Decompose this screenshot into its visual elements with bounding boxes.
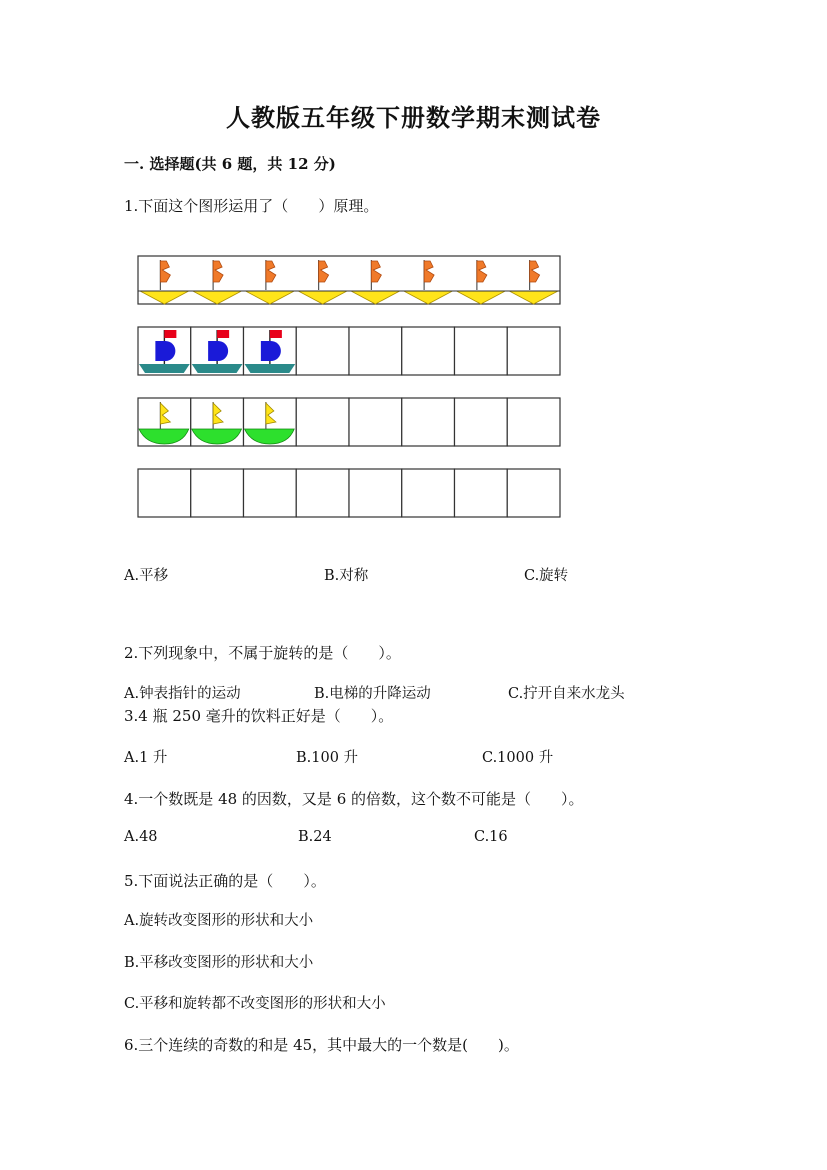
grid-cell	[244, 398, 297, 446]
q1-option-b[interactable]: B.对称	[324, 568, 369, 584]
cell-border	[455, 398, 508, 446]
cell-border	[244, 469, 297, 517]
cell-border	[507, 327, 560, 375]
grid-cell	[138, 469, 191, 517]
q5-option-a[interactable]: A.旋转改变图形的形状和大小	[124, 913, 314, 929]
grid-cell	[402, 327, 455, 375]
q3-option-a[interactable]: A.1 升	[124, 750, 168, 766]
blue-sail	[208, 341, 228, 361]
question-6: 6.三个连续的奇数的和是 45，其中最大的一个数是( )。	[124, 1036, 519, 1054]
grid-cell	[507, 469, 560, 517]
grid-cell	[402, 398, 455, 446]
q3-option-c[interactable]: C.1000 升	[482, 750, 554, 766]
grid-cell	[455, 469, 508, 517]
question-4: 4.一个数既是 48 的因数，又是 6 的倍数，这个数不可能是（ ）。	[124, 790, 584, 808]
question-1: 1.下面这个图形运用了（ ）原理。	[124, 197, 379, 215]
grid-cell	[191, 398, 244, 446]
grid-cell	[296, 398, 349, 446]
question-5: 5.下面说法正确的是（ ）。	[124, 872, 326, 890]
page-title: 人教版五年级下册数学期末测试卷	[226, 103, 601, 132]
cell-border	[296, 398, 349, 446]
q1-option-a[interactable]: A.平移	[124, 568, 169, 584]
red-flag	[164, 330, 176, 338]
blue-sail	[261, 341, 281, 361]
cell-border	[349, 398, 402, 446]
grid-cell	[349, 327, 402, 375]
q2-option-c[interactable]: C.拧开自来水龙头	[508, 686, 625, 702]
boat-hull	[192, 364, 243, 373]
red-flag	[217, 330, 229, 338]
grid-cell	[138, 398, 191, 446]
cell-border	[455, 327, 508, 375]
grid-cell	[402, 469, 455, 517]
cell-border	[402, 327, 455, 375]
grid-cell	[244, 327, 297, 375]
q4-option-b[interactable]: B.24	[298, 829, 332, 845]
cell-border	[296, 327, 349, 375]
cell-border	[507, 398, 560, 446]
question-3: 3.4 瓶 250 毫升的饮料正好是（ ）。	[124, 707, 394, 725]
section-heading: 一. 选择题(共 6 题，共 12 分)	[124, 155, 336, 173]
q5-option-c[interactable]: C.平移和旋转都不改变图形的形状和大小	[124, 996, 386, 1012]
grid-cell	[296, 469, 349, 517]
q4-option-a[interactable]: A.48	[124, 829, 158, 845]
blue-sail	[155, 341, 175, 361]
grid-cell	[507, 327, 560, 375]
cell-border	[349, 327, 402, 375]
boat-hull	[139, 364, 190, 373]
cell-border	[402, 469, 455, 517]
grid-cell	[349, 469, 402, 517]
q2-option-a[interactable]: A.钟表指针的运动	[124, 686, 241, 702]
grid-cell	[191, 469, 244, 517]
cell-border	[296, 469, 349, 517]
translation-figure	[134, 250, 564, 522]
red-flag	[270, 330, 282, 338]
question-2: 2.下列现象中，不属于旋转的是（ ）。	[124, 644, 401, 662]
grid-cell	[296, 327, 349, 375]
q5-option-b[interactable]: B.平移改变图形的形状和大小	[124, 955, 314, 971]
q4-option-c[interactable]: C.16	[474, 829, 508, 845]
q2-option-b[interactable]: B.电梯的升降运动	[314, 686, 431, 702]
grid-cell	[455, 398, 508, 446]
row-1-band	[138, 256, 560, 304]
boat-hull	[245, 364, 296, 373]
cell-border	[138, 469, 191, 517]
grid-cell	[507, 398, 560, 446]
q1-option-c[interactable]: C.旋转	[524, 568, 569, 584]
cell-border	[402, 398, 455, 446]
grid-cell	[455, 327, 508, 375]
cell-border	[349, 469, 402, 517]
cell-border	[191, 469, 244, 517]
grid-cell	[191, 327, 244, 375]
grid-cell	[349, 398, 402, 446]
grid-cell	[138, 327, 191, 375]
cell-border	[507, 469, 560, 517]
cell-border	[455, 469, 508, 517]
q3-option-b[interactable]: B.100 升	[296, 750, 359, 766]
grid-cell	[244, 469, 297, 517]
